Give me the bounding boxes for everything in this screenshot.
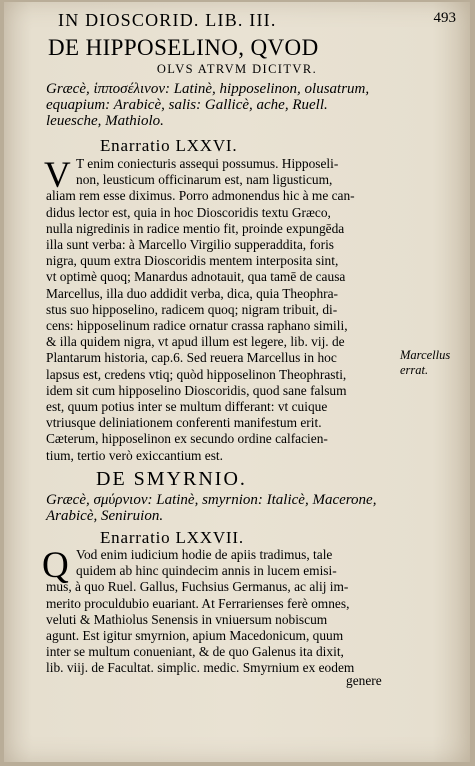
synonym-line: Græcè, ἱπποσέλινον: Latinè, hipposelinon, olusatrum, [46,81,370,97]
body-text [46,156,391,464]
text-line: Cæterum, hipposelinon ex secundo ordine calfacien- [46,431,328,447]
chapter-title: DE HIPPOSELINO, QVOD [48,35,319,60]
text-line: non, leusticum officinarum est, nam ligusticum, [76,172,333,188]
book-page [4,2,470,762]
text-line: mus, à quo Ruel. Gallus, Fuchsius Germanus, ac alij im- [46,579,349,595]
text-line: lapsus est, credens vtiq; quòd hipposelinon Theophrasti, [46,366,347,382]
chapter-subtitle: OLVS ATRVM DICITVR. [156,62,318,76]
text-line: cens: hipposelinum radice ornatur crassa raphano simili, [46,318,348,334]
chapter-title-smyrnio: DE SMYRNIO. [96,468,247,490]
text-line: veluti & Mathiolus Senensis in vniuersum nobiscum [46,611,328,627]
section-heading: Enarratio LXXVI. [100,136,238,155]
text-line: Vod enim iudicium hodie de apiis tradimus, tale [76,547,333,562]
text-line: agunt. Est igitur smyrnion, apium Macedonicum, quum [46,628,344,644]
marginal-note-line: Marcellus [400,348,451,362]
text-line: tium, tertio verò exiccantium est. [46,447,224,463]
drop-cap: Q [42,545,69,586]
catchword: genere [346,673,382,688]
synonyms-block-smyrnio [46,492,426,524]
text-line: T enim coniecturis assequi possumus. Hipposeli- [76,156,339,171]
text-line: stus suo hipposelino, radicem quoq; nigram tribuit, di- [46,301,338,317]
text-line: idem sit cum hipposelino Dioscoridis, quod sane falsum [46,382,347,398]
body-text-smyrnio [46,547,391,677]
page-header [58,10,456,32]
page-number: 493 [433,10,456,26]
text-line: merito proculdubio euariant. At Ferrarienses ferè omnes, [46,595,350,611]
text-line: nigra, quum extra Dioscoridis mentem interposita sint, [46,253,339,269]
running-title: IN DIOSCORID. LIB. III. [58,10,277,30]
marginal-note [400,348,450,378]
text-line: vt optimè quoq; Manardus adnotauit, qua tamē de causa [46,269,346,285]
drop-cap: V [44,155,71,196]
synonym-line: leuesche, Mathiolo. [46,113,164,129]
text-line: nulla nigredinis in radice mentio fit, proinde expungēda [46,220,345,236]
text-line: aliam rem esse diximus. Porro admonendus hic à me can- [46,188,355,204]
marginal-note-line: errat. [400,363,429,377]
synonyms-block [46,81,391,129]
text-line: illa sunt verba: à Marcello Virgilio supperaddita, foris [46,237,335,253]
section-heading: Enarratio LXXVII. [100,528,244,547]
synonym-line: Arabicè, Seniruion. [46,508,164,524]
text-line: Plantarum historia, cap.6. Sed reuera Marcellus in hoc [46,350,337,366]
synonym-line: equapium: Arabicè, salis: Gallicè, ache, Ruell. [46,97,328,113]
text-line: & illa quidem nigra, vt apud illum est legere, lib. vij. de [46,334,345,350]
text-line: Marcellus, illa duo addidit verba, dica, quia Theophra- [46,285,339,301]
text-line: lib. viij. de Facultat. simplic. medic. Smyrnium ex eodem [46,660,355,676]
text-line: est, quum potius inter se multum differant: vt cuique [46,399,328,415]
text-line: inter se multum conueniant, & de quo Galenus ita dixit, [46,644,344,660]
text-line: vtriusque deliniationem conferenti manifestum erit. [46,415,322,431]
text-line: quidem ab hinc quindecim annis in lucem emisi- [76,563,337,579]
text-line: didus lector est, quia in hoc Dioscoridis textu Græco, [46,204,331,220]
synonym-line: Græcè, σμύρνιον: Latinè, smyrnion: Italicè, Macerone, [46,492,377,508]
